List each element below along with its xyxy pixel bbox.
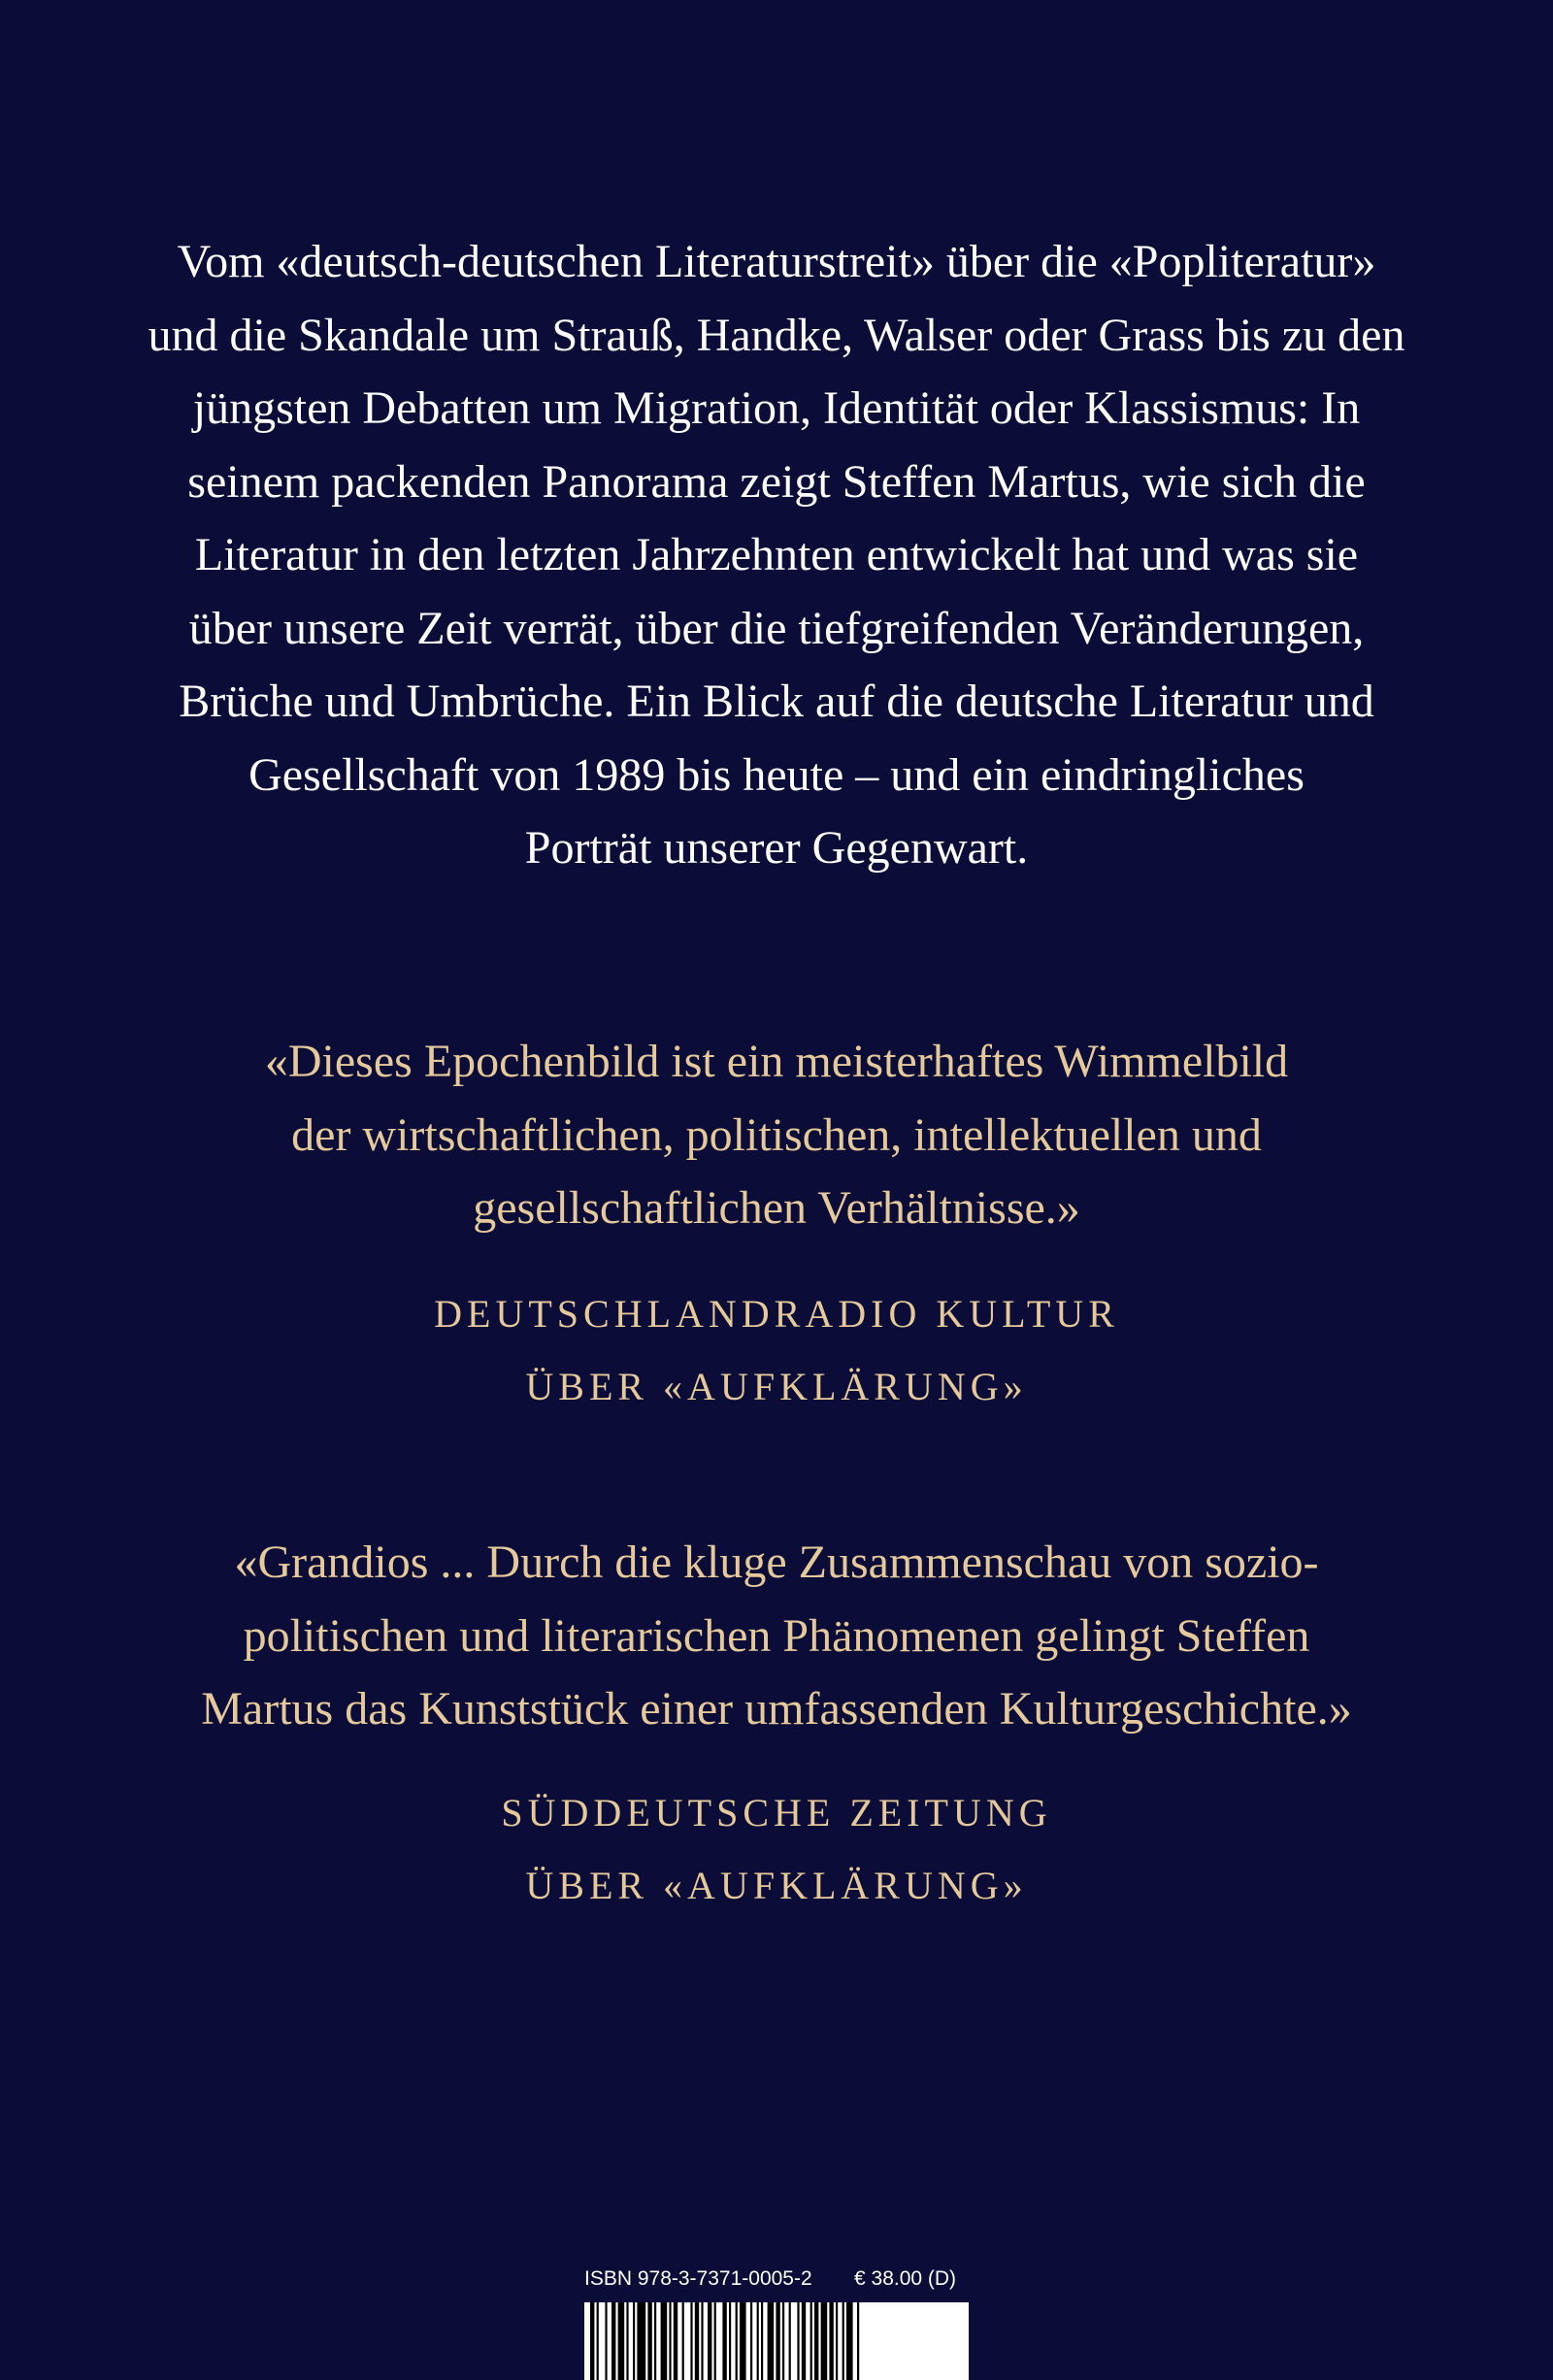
source-line: ÜBER «AUFKLÄRUNG»	[525, 1864, 1028, 1907]
quote-line: «Dieses Epochenbild ist ein meisterhaftes Wimmelbild	[264, 1036, 1289, 1087]
quote-line: Martus das Kunststück einer umfassenden Kulturgeschichte.»	[201, 1683, 1352, 1735]
barcode-bar	[661, 2302, 668, 2380]
barcode-bar	[797, 2302, 799, 2380]
barcode-bar	[626, 2302, 628, 2380]
price-text: € 38.00 (D)	[854, 2267, 957, 2290]
barcode-bar	[782, 2302, 784, 2380]
barcode	[584, 2302, 969, 2380]
barcode-bar	[714, 2302, 716, 2380]
quote-line: politischen und literarischen Phänomenen gelingt Steffen	[243, 1609, 1310, 1662]
barcode-bar	[750, 2302, 752, 2380]
barcode-bar	[768, 2302, 775, 2380]
barcode-bar	[843, 2302, 844, 2380]
barcode-bar	[690, 2302, 692, 2380]
barcode-bar	[611, 2302, 615, 2380]
barcode-bar	[695, 2302, 699, 2380]
source-line: ÜBER «AUFKLÄRUNG»	[525, 1365, 1028, 1408]
blurb-line: Literatur in den letzten Jahrzehnten entwickelt hat und was sie	[194, 529, 1359, 580]
barcode-bar	[637, 2302, 645, 2380]
barcode-bar	[618, 2302, 625, 2380]
quote-line: gesellschaftlichen Verhältnisse.»	[473, 1182, 1080, 1234]
quote-line: der wirtschaftlichen, politischen, intellektuellen und	[291, 1108, 1262, 1161]
barcode-bar	[654, 2302, 656, 2380]
barcode-bar	[829, 2302, 833, 2380]
blurb-line: Vom «deutsch-deutschen Literaturstreit» über die «Popliteratur»	[177, 236, 1376, 287]
blurb-text	[97, 225, 1456, 885]
review-source-2	[97, 1776, 1456, 1922]
barcode-bar	[836, 2302, 838, 2380]
barcode-bar	[682, 2302, 684, 2380]
barcode-bar	[674, 2302, 677, 2380]
barcode-bar	[846, 2302, 853, 2380]
barcode-bar	[729, 2302, 731, 2380]
barcode-bar	[740, 2302, 746, 2380]
blurb-line: jüngsten Debatten um Migration, Identität oder Klassismus: In	[192, 382, 1361, 434]
barcode-bar	[605, 2302, 607, 2380]
barcode-bar	[701, 2302, 703, 2380]
isbn-price-line	[573, 2262, 980, 2297]
barcode-bar	[669, 2302, 671, 2380]
source-line: DEUTSCHLANDRADIO KULTUR	[434, 1292, 1119, 1336]
source-line: SÜDDEUTSCHE ZEITUNG	[501, 1791, 1052, 1835]
isbn-text: ISBN 978-3-7371-0005-2	[584, 2267, 812, 2290]
barcode-bar	[736, 2302, 738, 2380]
blurb-line: Brüche und Umbrüche. Ein Blick auf die deutsche Literatur und	[179, 676, 1374, 727]
quote-line: «Grandios ... Durch die kluge Zusammenschau von sozio-	[234, 1537, 1319, 1588]
barcode-bar	[802, 2302, 806, 2380]
barcode-graphic	[584, 2302, 969, 2380]
blurb-line: Porträt unserer Gegenwart.	[524, 822, 1029, 874]
barcode-bar	[722, 2302, 726, 2380]
barcode-bar	[810, 2302, 812, 2380]
blurb-line: seinem packenden Panorama zeigt Steffen Martus, wie sich die	[187, 455, 1366, 508]
barcode-bar	[597, 2302, 599, 2380]
barcode-bar	[857, 2302, 859, 2380]
barcode-bar	[814, 2302, 818, 2380]
review-source-1	[97, 1277, 1456, 1423]
review-quote-1	[97, 1025, 1456, 1245]
blurb-line: über unsere Zeit verrät, über die tiefgreifenden Veränderungen,	[188, 602, 1365, 654]
barcode-bar	[761, 2302, 763, 2380]
blurb-line: und die Skandale um Strauß, Handke, Walser oder Grass bis zu den	[148, 309, 1405, 361]
barcode-bar	[789, 2302, 791, 2380]
review-quote-2	[97, 1526, 1456, 1746]
blurb-line: Gesellschaft von 1989 bis heute – und ein eindringliches	[248, 748, 1305, 801]
barcode-bar	[757, 2302, 759, 2380]
barcode-bar	[821, 2302, 828, 2380]
barcode-bar	[590, 2302, 594, 2380]
barcode-bar	[647, 2302, 651, 2380]
barcode-bar	[708, 2302, 711, 2380]
barcode-bar	[633, 2302, 635, 2380]
barcode-bar	[776, 2302, 779, 2380]
